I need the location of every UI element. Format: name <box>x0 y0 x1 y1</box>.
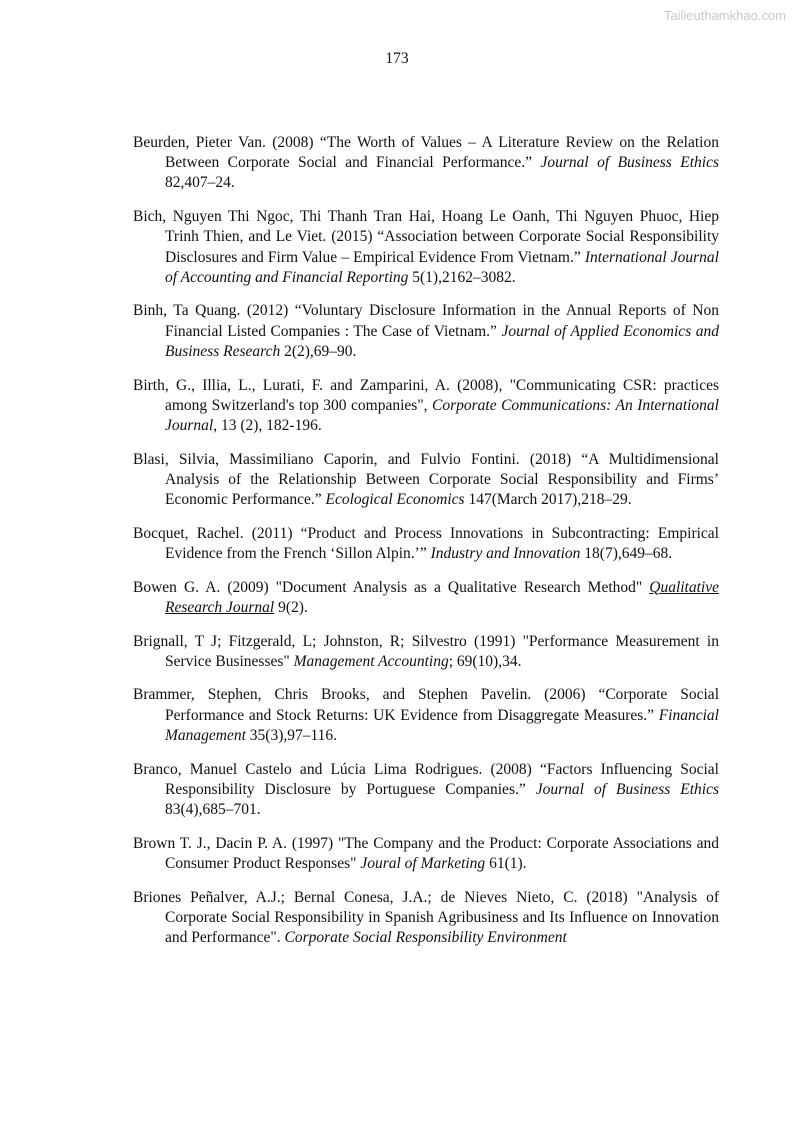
page-number: 173 <box>385 50 409 67</box>
reference-details: , 13 (2), 182-196. <box>213 416 322 434</box>
reference-entry <box>133 133 719 194</box>
reference-text: Binh, Ta Quang. (2012) “Voluntary Disclosure Information in the Annual Reports of Non Financial Listed Companies : The Case of Vietnam.” <box>133 302 719 340</box>
reference-text: Bowen G. A. (2009) "Document Analysis as a Qualitative Research Method" <box>133 578 650 596</box>
reference-entry <box>133 685 719 746</box>
reference-details: 83(4),685–701. <box>165 800 261 818</box>
reference-details: 2(2),69–90. <box>280 342 357 360</box>
reference-details: ; 69(10),34. <box>448 652 522 670</box>
reference-text: Brammer, Stephen, Chris Brooks, and Stephen Pavelin. (2006) “Corporate Social Performance and Stock Returns: UK Evidence from Disaggregate Measures.” <box>133 686 719 724</box>
reference-list <box>133 133 719 962</box>
reference-details: 9(2). <box>274 598 308 616</box>
reference-journal: Journal of Applied Economics and Business Research <box>165 322 719 360</box>
reference-journal: Management Accounting <box>293 652 449 670</box>
reference-journal: Joural of Marketing <box>360 854 486 872</box>
reference-entry <box>133 888 719 949</box>
reference-entry <box>133 578 719 618</box>
reference-details: 5(1),2162–3082. <box>408 268 516 286</box>
reference-details: 61(1). <box>485 854 527 872</box>
reference-journal: Qualitative Research Journal <box>165 578 719 616</box>
reference-text: Brignall, T J; Fitzgerald, L; Johnston, R; Silvestro (1991) "Performance Measurement in Service Businesses" <box>133 632 719 670</box>
reference-journal: Journal of Business Ethics <box>540 154 719 172</box>
reference-entry <box>133 524 719 564</box>
reference-entry <box>133 301 719 362</box>
reference-details: 35(3),97–116. <box>245 726 338 744</box>
reference-text: Branco, Manuel Castelo and Lúcia Lima Rodrigues. (2008) “Factors Influencing Social Responsibility Disclosure by Portuguese Companies.” <box>133 760 719 798</box>
reference-entry <box>133 207 719 288</box>
reference-text: Brown T. J., Dacin P. A. (1997) "The Company and the Product: Corporate Associations and Consumer Product Responses" <box>133 834 719 872</box>
reference-details: 147(March 2017),218–29. <box>464 491 632 509</box>
reference-journal: International Journal of Accounting and Financial Reporting <box>165 248 719 286</box>
reference-text: Bocquet, Rachel. (2011) “Product and Process Innovations in Subcontracting: Empirical Evidence from the French ‘Sillon Alpin.’” <box>133 524 719 562</box>
reference-details: 18(7),649–68. <box>580 544 673 562</box>
reference-text: Briones Peñalver, A.J.; Bernal Conesa, J.A.; de Nieves Nieto, C. (2018) "Analysis of Corporate Social Responsibility in Spanish Agribusiness and Its Influence on Innovation and Performance". <box>133 888 719 946</box>
reference-entry <box>133 760 719 821</box>
reference-journal: Ecological Economics <box>325 491 465 509</box>
reference-entry <box>133 450 719 511</box>
reference-entry <box>133 376 719 437</box>
reference-entry <box>133 632 719 672</box>
watermark: Tailieuthamkhao.com <box>663 8 786 23</box>
reference-text: Blasi, Silvia, Massimiliano Caporin, and Fulvio Fontini. (2018) “A Multidimensional Analysis of the Relationship Between Corporate Social Responsibility and Firms’ Economic Performance.” <box>133 450 719 509</box>
reference-journal: Financial Management <box>165 706 719 744</box>
reference-journal: Corporate Social Responsibility Environment <box>284 929 567 946</box>
reference-text: Beurden, Pieter Van. (2008) “The Worth of Values – A Literature Review on the Relation Between Corporate Social and Financial Performance.” <box>133 134 719 172</box>
reference-journal: Corporate Communications: An International Journal <box>165 396 719 434</box>
reference-text: Bich, Nguyen Thi Ngoc, Thi Thanh Tran Hai, Hoang Le Oanh, Thi Nguyen Phuoc, Hiep Trinh Thien, and Le Viet. (2015) “Association between Corporate Social Responsibility Disclosures and Firm Value – Empirical Evidence From Vietnam.” <box>133 208 719 266</box>
reference-journal: Industry and Innovation <box>430 544 581 562</box>
reference-text: Birth, G., Illia, L., Lurati, F. and Zamparini, A. (2008), "Communicating CSR: practices among Switzerland's top 300 companies", <box>133 376 719 414</box>
reference-journal: Journal of Business Ethics <box>535 780 719 798</box>
reference-entry <box>133 834 719 874</box>
reference-details: 82,407–24. <box>165 174 235 192</box>
